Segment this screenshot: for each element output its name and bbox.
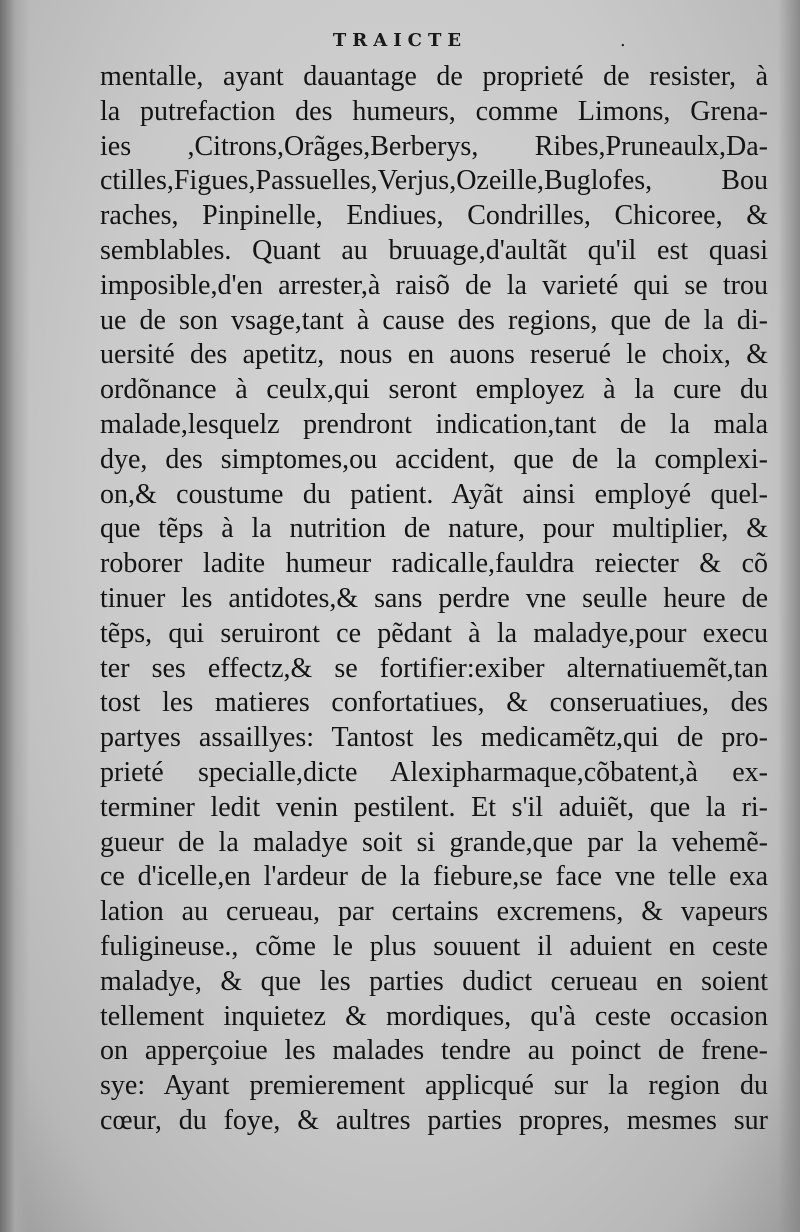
text-line: tellement inquietez & mordiques, qu'à ceste occasion <box>100 1000 768 1032</box>
text-line: la putrefaction des humeurs, comme Limons, Grena- <box>100 95 768 127</box>
text-line: lation au cerueau, par certains excremens, & vapeurs <box>100 896 768 928</box>
text-line: uersité des apetitz, nous en auons reserué le choix, & <box>100 339 768 371</box>
text-line: terminer ledit venin pestilent. Et s'il aduiẽt, que la ri- <box>100 791 768 823</box>
text-line: partyes assaillyes: Tantost les medicamẽtz,qui de pro- <box>100 722 768 754</box>
text-line: que tẽps à la nutrition de nature, pour multiplier, & <box>100 513 768 545</box>
text-line: on,& coustume du patient. Ayãt ainsi employé quel- <box>100 478 768 510</box>
running-title: TRAICTE <box>332 30 468 51</box>
text-line: tẽps, qui seruiront ce pẽdant à la maladye,pour execu <box>100 617 768 649</box>
text-line: sye: Ayant premierement applicqué sur la region du <box>100 1070 768 1102</box>
text-line: raches, Pinpinelle, Endiues, Condrilles, Chicoree, & <box>100 200 768 232</box>
text-line: ce d'icelle,en l'ardeur de la fiebure,se face vne telle exa <box>100 861 768 893</box>
text-line: mentalle, ayant dauantage de proprieté de resister, à <box>100 61 768 92</box>
text-line: dye, des simptomes,ou accident, que de la complexi- <box>100 443 768 475</box>
text-line: maladye, & que les parties dudict cerueau en soient <box>100 965 768 997</box>
text-line: semblables. Quant au bruuage,d'aultãt qu'il est quasi <box>100 234 768 266</box>
text-line: ies ,Citrons,Orãges,Berberys, Ribes,Pruneaulx,Da- <box>100 130 768 162</box>
text-line: roborer ladite humeur radicalle,fauldra reiecter & cõ <box>100 548 768 580</box>
text-line: prieté specialle,dicte Alexipharmaque,cõbatent,à ex- <box>100 756 768 788</box>
text-line: on apperçoiue les malades tendre au poinct de frene- <box>100 1035 768 1067</box>
text-line: fuligineuse., cõme le plus souuent il aduient en ceste <box>100 930 768 962</box>
text-line: malade,lesquelz prendront indication,tant de la mala <box>100 408 768 440</box>
text-line: ue de son vsage,tant à cause des regions, que de la di- <box>100 304 768 336</box>
text-line: cœur, du foye, & aultres parties propres, mesmes sur <box>100 1104 768 1136</box>
text-line: tost les matieres confortatiues, & conseruatiues, des <box>100 687 768 719</box>
text-line: imposible,d'en arrester,à raisõ de la varieté qui se trou <box>100 269 768 301</box>
text-line: gueur de la maladye soit si grande,que par la vehemẽ- <box>100 826 768 858</box>
header-ornament: . <box>620 30 626 51</box>
text-line: tinuer les antidotes,& sans perdre vne seulle heure de <box>100 582 768 614</box>
text-line: ctilles,Figues,Passuelles,Verjus,Ozeille,Buglofes, Bou <box>100 165 768 197</box>
body-text <box>100 60 768 1139</box>
text-line: ter ses effectz,& se fortifier:exiber alternatiuemẽt,tan <box>100 652 768 684</box>
text-line: ordõnance à ceulx,qui seront employez à la cure du <box>100 374 768 406</box>
